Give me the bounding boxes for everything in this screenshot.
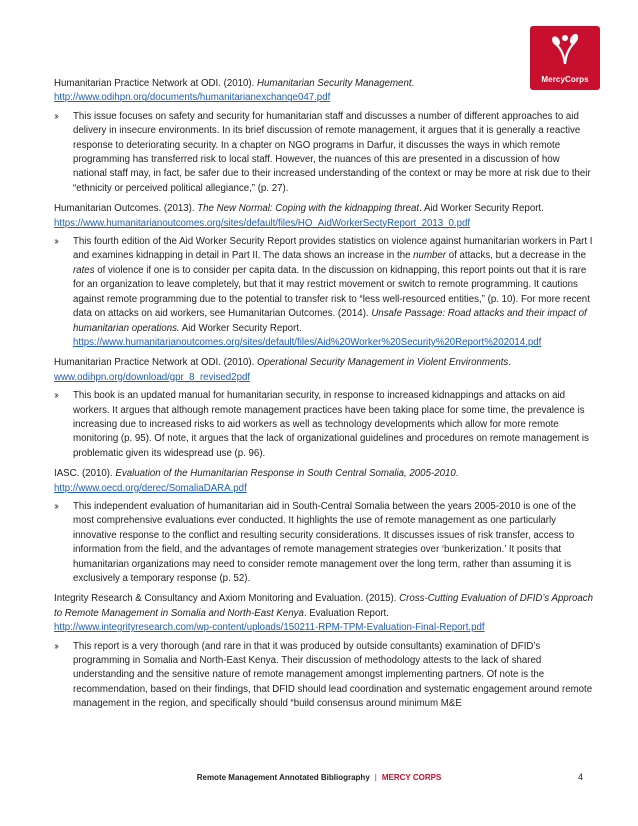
citation-author: Humanitarian Outcomes. (2013).	[54, 203, 198, 215]
citation-author: Integrity Research & Consultancy and Axiom Monitoring and Evaluation. (2015).	[54, 593, 400, 605]
citation-suffix: . Evaluation Report.	[303, 607, 389, 619]
citation-author: IASC. (2010).	[54, 468, 116, 480]
footer-brand: MERCY CORPS	[381, 773, 442, 782]
citation-link[interactable]: http://www.odihpn.org/documents/humanitarianexchange047.pdf	[54, 92, 331, 104]
citation-suffix: . Aid Worker Security Report.	[419, 203, 544, 215]
annotation-link[interactable]: https://www.humanitarianoutcomes.org/sites/default/files/Aid%20Worker%20Security%20Report%202014.pdf	[73, 336, 542, 348]
citation-link[interactable]: http://www.integrityresearch.com/wp-content/uploads/150211-RPM-TPM-Evaluation-Final-Report.pdf	[54, 622, 485, 634]
bibliography-content	[54, 77, 594, 718]
citation-title: The New Normal: Coping with the kidnapping threat	[197, 203, 420, 215]
annotation-text: This issue focuses on safety and security for humanitarian staff and discusses a number of different approaches to aid delivery in insecure environments. In its brief discussion of remote management, it argues that it is generally a reactive response to deteriorating security. In a chapter on NGO programs in Darfur, it discusses the ways in which remote programming has transferred risk to local staff. However, the nuances of this are presented in a discussion of how national staff may, in fact, be safer due to their increased understanding of the context or may be more at risk due to their “ethnicity or perceived political allegiance,” (p. 27).	[73, 110, 591, 194]
citation-link[interactable]: https://www.humanitarianoutcomes.org/sites/default/files/HO_AidWorkerSectyReport_2013_0.pdf	[54, 217, 471, 229]
annotation	[54, 500, 594, 586]
citation	[54, 467, 594, 496]
annotation	[54, 389, 594, 461]
annotation	[54, 110, 594, 196]
citation	[54, 592, 594, 635]
citation-link[interactable]: www.odihpn.org/download/gpr_8_revised2pdf	[54, 371, 251, 383]
chevron-right-icon: ››	[54, 389, 57, 402]
citation-suffix: .	[455, 468, 459, 480]
annotation-emphasis: rates	[73, 264, 95, 276]
annotation	[54, 640, 594, 712]
annotation-text: This book is an updated manual for humanitarian security, in response to increased kidnappings and attacks on aid workers. It argues that although remote management practices have been taking place for some time, the prevalence is increasing due to increased risks to aid workers as well as technology developments which allow for more remote monitoring (p. 95). Of note, it argues that the lack of organizational guidelines and procedures on remote management is problematic given its widespread use (p. 96).	[73, 390, 589, 459]
citation-suffix: .	[411, 78, 415, 89]
citation	[54, 356, 594, 385]
annotation-text: Aid Worker Security Report.	[179, 322, 302, 334]
citation-title: Cross-Cutting Evaluation of DFID’s Approach to Remote Management in Somalia and North-East Kenya	[54, 593, 594, 619]
annotation-text: of violence if one is to consider per capita data. In the discussion on kidnapping, this report points out that it is rare for an organization to leave completely, but that it may restrict movement or switch to remote programming. It cautions against remote programming due to the potential to transfer risk to “less well-resourced entities,” (p. 10). For more recent data on attacks on aid workers, see Humanitarian Outcomes. (2014).	[73, 264, 590, 320]
citation-link[interactable]: http://www.oecd.org/derec/SomaliaDARA.pdf	[54, 482, 247, 494]
chevron-right-icon: ››	[54, 235, 57, 248]
annotation-text: This independent evaluation of humanitarian aid in South-Central Somalia between the years 2005-2010 is one of the most comprehensive evaluations ever conducted. It highlights the use of remote management as one particularly innovative response to the conflict and resulting security considerations. It discusses issues of risk transfer, access to information from the field, and the advantages of remote management strategies over ‘bunkerization.’ It posits that humanitarian organizations may need to consider remote management over the long term, rather than assuming it is exclusively a temporary response (p. 52).	[73, 500, 577, 584]
citation-author: Humanitarian Practice Network at ODI. (2010).	[54, 78, 257, 89]
annotation-emphasis: number	[413, 250, 447, 262]
footer-separator: |	[374, 773, 377, 782]
mercy-corps-emblem-icon	[550, 32, 580, 66]
annotation-text: This fourth edition of the Aid Worker Security Report provides statistics on violence against humanitarian workers in Part I and examines kidnapping in detail in Part II. The data shows an increase in the	[73, 236, 593, 262]
footer-title: Remote Management Annotated Bibliography	[196, 773, 370, 782]
logo-wordmark: MercyCorps	[541, 75, 589, 84]
citation-author: Humanitarian Practice Network at ODI. (2010).	[54, 357, 257, 369]
citation-suffix: .	[508, 357, 511, 369]
annotation-emphasis: Unsafe Passage: Road attacks and their impact of humanitarian operations.	[73, 308, 587, 334]
annotation-text: This report is a very thorough (and rare in that it was produced by outside consultants) examination of DFID’s programming in Somalia and North-East Kenya. Their discussion of methodology attests to the lack of shared understanding and the sensitive nature of remote management amongst implementing partners. Of note is the recommendation, based on their findings, that DFID should lead coordination and systematic engagement around remote management in the region, and specifically should “build consensus around minimum M&E	[73, 640, 593, 710]
chevron-right-icon: ››	[54, 109, 57, 122]
chevron-right-icon: ››	[54, 639, 57, 652]
chevron-right-icon: ››	[54, 499, 57, 512]
annotation	[54, 235, 594, 350]
annotation-text: of attacks, but a decrease in the	[446, 250, 587, 262]
citation-title: Humanitarian Security Management	[256, 78, 412, 89]
citation-title: Operational Security Management in Violent Environments	[256, 357, 509, 369]
page-number: 4	[578, 772, 584, 782]
citation	[54, 202, 594, 231]
citation-title: Evaluation of the Humanitarian Response in South Central Somalia, 2005-2010	[115, 468, 456, 480]
citation	[54, 77, 594, 106]
